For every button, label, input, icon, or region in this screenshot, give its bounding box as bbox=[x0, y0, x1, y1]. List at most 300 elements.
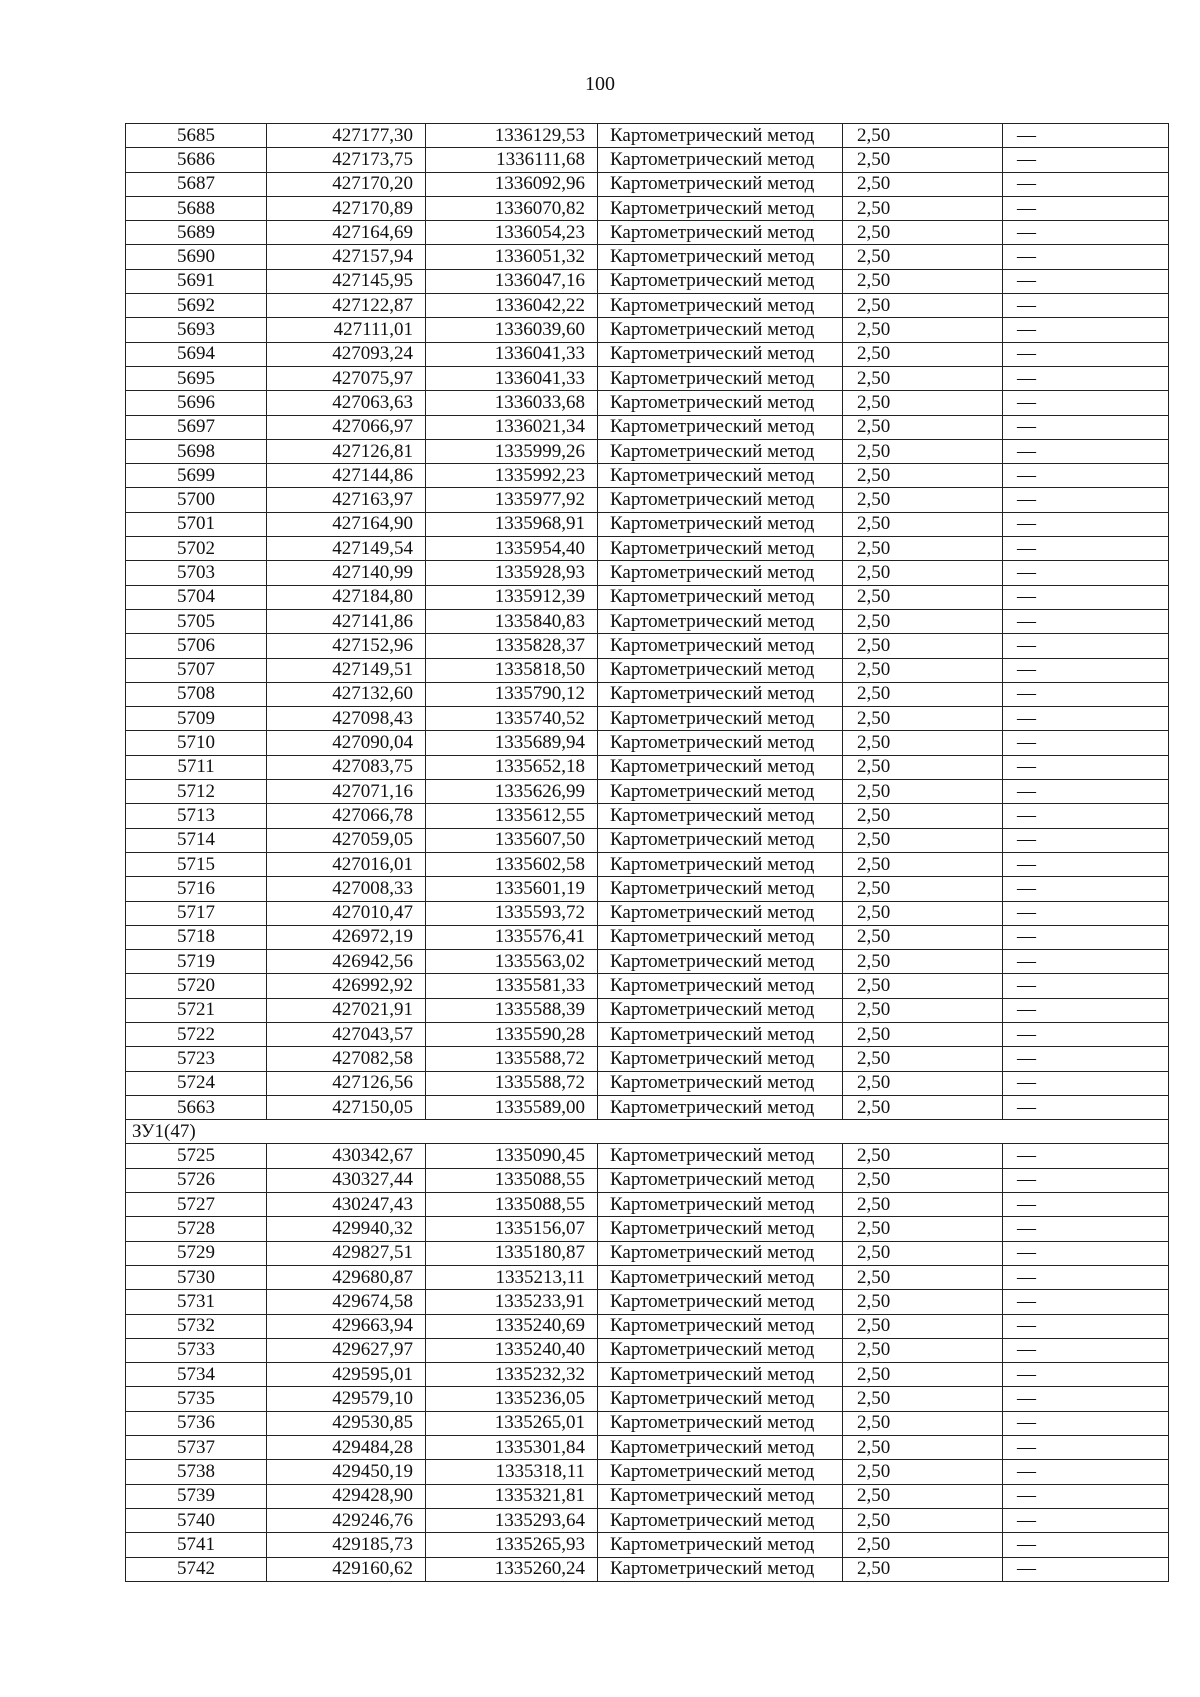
method-cell: Картометрический метод bbox=[598, 1338, 843, 1362]
note-cell: — bbox=[1003, 245, 1169, 269]
note-cell: — bbox=[1003, 1411, 1169, 1435]
x-coordinate-cell: 429674,58 bbox=[267, 1290, 426, 1314]
method-cell: Картометрический метод bbox=[598, 561, 843, 585]
x-coordinate-cell: 427063,63 bbox=[267, 391, 426, 415]
table-row bbox=[126, 294, 1169, 318]
y-coordinate-cell: 1336111,68 bbox=[426, 148, 598, 172]
x-coordinate-cell: 426972,19 bbox=[267, 925, 426, 949]
note-cell: — bbox=[1003, 780, 1169, 804]
table-row bbox=[126, 1095, 1169, 1119]
y-coordinate-cell: 1336041,33 bbox=[426, 366, 598, 390]
accuracy-cell: 2,50 bbox=[843, 512, 1003, 536]
note-cell: — bbox=[1003, 464, 1169, 488]
method-cell: Картометрический метод bbox=[598, 707, 843, 731]
y-coordinate-cell: 1336070,82 bbox=[426, 196, 598, 220]
x-coordinate-cell: 427170,20 bbox=[267, 172, 426, 196]
accuracy-cell: 2,50 bbox=[843, 439, 1003, 463]
y-coordinate-cell: 1335790,12 bbox=[426, 682, 598, 706]
note-cell: — bbox=[1003, 1314, 1169, 1338]
note-cell: — bbox=[1003, 294, 1169, 318]
method-cell: Картометрический метод bbox=[598, 828, 843, 852]
accuracy-cell: 2,50 bbox=[843, 1047, 1003, 1071]
x-coordinate-cell: 427126,81 bbox=[267, 439, 426, 463]
y-coordinate-cell: 1335588,72 bbox=[426, 1071, 598, 1095]
x-coordinate-cell: 429680,87 bbox=[267, 1265, 426, 1289]
y-coordinate-cell: 1335576,41 bbox=[426, 925, 598, 949]
y-coordinate-cell: 1335236,05 bbox=[426, 1387, 598, 1411]
table-row bbox=[126, 1314, 1169, 1338]
table-row bbox=[126, 1411, 1169, 1435]
accuracy-cell: 2,50 bbox=[843, 561, 1003, 585]
table-row bbox=[126, 755, 1169, 779]
method-cell: Картометрический метод bbox=[598, 1557, 843, 1581]
accuracy-cell: 2,50 bbox=[843, 1265, 1003, 1289]
point-number-cell: 5730 bbox=[126, 1265, 267, 1289]
y-coordinate-cell: 1335088,55 bbox=[426, 1193, 598, 1217]
method-cell: Картометрический метод bbox=[598, 245, 843, 269]
method-cell: Картометрический метод bbox=[598, 1022, 843, 1046]
x-coordinate-cell: 429827,51 bbox=[267, 1241, 426, 1265]
y-coordinate-cell: 1335818,50 bbox=[426, 658, 598, 682]
y-coordinate-cell: 1336054,23 bbox=[426, 221, 598, 245]
table-row bbox=[126, 1557, 1169, 1581]
method-cell: Картометрический метод bbox=[598, 172, 843, 196]
method-cell: Картометрический метод bbox=[598, 852, 843, 876]
note-cell: — bbox=[1003, 439, 1169, 463]
x-coordinate-cell: 427173,75 bbox=[267, 148, 426, 172]
point-number-cell: 5742 bbox=[126, 1557, 267, 1581]
y-coordinate-cell: 1336041,33 bbox=[426, 342, 598, 366]
accuracy-cell: 2,50 bbox=[843, 682, 1003, 706]
method-cell: Картометрический метод bbox=[598, 1241, 843, 1265]
point-number-cell: 5710 bbox=[126, 731, 267, 755]
table-row bbox=[126, 1241, 1169, 1265]
note-cell: — bbox=[1003, 1533, 1169, 1557]
accuracy-cell: 2,50 bbox=[843, 925, 1003, 949]
point-number-cell: 5696 bbox=[126, 391, 267, 415]
x-coordinate-cell: 426942,56 bbox=[267, 950, 426, 974]
table-row bbox=[126, 1460, 1169, 1484]
accuracy-cell: 2,50 bbox=[843, 1022, 1003, 1046]
x-coordinate-cell: 429246,76 bbox=[267, 1508, 426, 1532]
note-cell: — bbox=[1003, 1265, 1169, 1289]
table-row bbox=[126, 488, 1169, 512]
point-number-cell: 5688 bbox=[126, 196, 267, 220]
x-coordinate-cell: 427059,05 bbox=[267, 828, 426, 852]
note-cell: — bbox=[1003, 877, 1169, 901]
note-cell: — bbox=[1003, 1022, 1169, 1046]
point-number-cell: 5704 bbox=[126, 585, 267, 609]
accuracy-cell: 2,50 bbox=[843, 1314, 1003, 1338]
table-row bbox=[126, 1290, 1169, 1314]
accuracy-cell: 2,50 bbox=[843, 1533, 1003, 1557]
x-coordinate-cell: 427008,33 bbox=[267, 877, 426, 901]
point-number-cell: 5734 bbox=[126, 1363, 267, 1387]
note-cell: — bbox=[1003, 682, 1169, 706]
method-cell: Картометрический метод bbox=[598, 1265, 843, 1289]
y-coordinate-cell: 1335828,37 bbox=[426, 634, 598, 658]
point-number-cell: 5686 bbox=[126, 148, 267, 172]
accuracy-cell: 2,50 bbox=[843, 1508, 1003, 1532]
point-number-cell: 5721 bbox=[126, 998, 267, 1022]
y-coordinate-cell: 1336033,68 bbox=[426, 391, 598, 415]
point-number-cell: 5689 bbox=[126, 221, 267, 245]
table-row bbox=[126, 1144, 1169, 1168]
note-cell: — bbox=[1003, 731, 1169, 755]
table-row bbox=[126, 1193, 1169, 1217]
accuracy-cell: 2,50 bbox=[843, 828, 1003, 852]
x-coordinate-cell: 427093,24 bbox=[267, 342, 426, 366]
accuracy-cell: 2,50 bbox=[843, 634, 1003, 658]
method-cell: Картометрический метод bbox=[598, 1217, 843, 1241]
table-row bbox=[126, 1363, 1169, 1387]
point-number-cell: 5737 bbox=[126, 1436, 267, 1460]
table-row bbox=[126, 1265, 1169, 1289]
point-number-cell: 5685 bbox=[126, 124, 267, 148]
note-cell: — bbox=[1003, 804, 1169, 828]
accuracy-cell: 2,50 bbox=[843, 342, 1003, 366]
table-row bbox=[126, 245, 1169, 269]
point-number-cell: 5698 bbox=[126, 439, 267, 463]
table-row bbox=[126, 512, 1169, 536]
x-coordinate-cell: 427071,16 bbox=[267, 780, 426, 804]
note-cell: — bbox=[1003, 537, 1169, 561]
note-cell: — bbox=[1003, 391, 1169, 415]
method-cell: Картометрический метод bbox=[598, 342, 843, 366]
y-coordinate-cell: 1335652,18 bbox=[426, 755, 598, 779]
note-cell: — bbox=[1003, 828, 1169, 852]
note-cell: — bbox=[1003, 148, 1169, 172]
x-coordinate-cell: 429530,85 bbox=[267, 1411, 426, 1435]
accuracy-cell: 2,50 bbox=[843, 609, 1003, 633]
note-cell: — bbox=[1003, 1047, 1169, 1071]
table-row bbox=[126, 974, 1169, 998]
point-number-cell: 5701 bbox=[126, 512, 267, 536]
table-row bbox=[126, 1022, 1169, 1046]
y-coordinate-cell: 1335593,72 bbox=[426, 901, 598, 925]
point-number-cell: 5722 bbox=[126, 1022, 267, 1046]
method-cell: Картометрический метод bbox=[598, 634, 843, 658]
x-coordinate-cell: 430342,67 bbox=[267, 1144, 426, 1168]
accuracy-cell: 2,50 bbox=[843, 124, 1003, 148]
y-coordinate-cell: 1335213,11 bbox=[426, 1265, 598, 1289]
table-row bbox=[126, 658, 1169, 682]
accuracy-cell: 2,50 bbox=[843, 974, 1003, 998]
table-row bbox=[126, 1533, 1169, 1557]
note-cell: — bbox=[1003, 974, 1169, 998]
table-row bbox=[126, 172, 1169, 196]
x-coordinate-cell: 427152,96 bbox=[267, 634, 426, 658]
y-coordinate-cell: 1335232,32 bbox=[426, 1363, 598, 1387]
x-coordinate-cell: 427090,04 bbox=[267, 731, 426, 755]
note-cell: — bbox=[1003, 221, 1169, 245]
accuracy-cell: 2,50 bbox=[843, 731, 1003, 755]
method-cell: Картометрический метод bbox=[598, 1533, 843, 1557]
x-coordinate-cell: 429450,19 bbox=[267, 1460, 426, 1484]
table-row bbox=[126, 1484, 1169, 1508]
point-number-cell: 5736 bbox=[126, 1411, 267, 1435]
x-coordinate-cell: 430327,44 bbox=[267, 1168, 426, 1192]
x-coordinate-cell: 429428,90 bbox=[267, 1484, 426, 1508]
y-coordinate-cell: 1335602,58 bbox=[426, 852, 598, 876]
table-row bbox=[126, 221, 1169, 245]
point-number-cell: 5726 bbox=[126, 1168, 267, 1192]
method-cell: Картометрический метод bbox=[598, 269, 843, 293]
note-cell: — bbox=[1003, 512, 1169, 536]
method-cell: Картометрический метод bbox=[598, 537, 843, 561]
table-row bbox=[126, 269, 1169, 293]
point-number-cell: 5728 bbox=[126, 1217, 267, 1241]
section-header-row bbox=[126, 1120, 1169, 1144]
x-coordinate-cell: 429484,28 bbox=[267, 1436, 426, 1460]
point-number-cell: 5739 bbox=[126, 1484, 267, 1508]
accuracy-cell: 2,50 bbox=[843, 415, 1003, 439]
point-number-cell: 5690 bbox=[126, 245, 267, 269]
note-cell: — bbox=[1003, 852, 1169, 876]
method-cell: Картометрический метод bbox=[598, 1508, 843, 1532]
table-row bbox=[126, 585, 1169, 609]
point-number-cell: 5663 bbox=[126, 1095, 267, 1119]
y-coordinate-cell: 1335088,55 bbox=[426, 1168, 598, 1192]
method-cell: Картометрический метод bbox=[598, 1436, 843, 1460]
y-coordinate-cell: 1335612,55 bbox=[426, 804, 598, 828]
y-coordinate-cell: 1336129,53 bbox=[426, 124, 598, 148]
table-row bbox=[126, 804, 1169, 828]
y-coordinate-cell: 1335588,72 bbox=[426, 1047, 598, 1071]
x-coordinate-cell: 429579,10 bbox=[267, 1387, 426, 1411]
note-cell: — bbox=[1003, 318, 1169, 342]
y-coordinate-cell: 1335589,00 bbox=[426, 1095, 598, 1119]
y-coordinate-cell: 1336039,60 bbox=[426, 318, 598, 342]
note-cell: — bbox=[1003, 415, 1169, 439]
x-coordinate-cell: 426992,92 bbox=[267, 974, 426, 998]
method-cell: Картометрический метод bbox=[598, 1290, 843, 1314]
accuracy-cell: 2,50 bbox=[843, 391, 1003, 415]
point-number-cell: 5718 bbox=[126, 925, 267, 949]
note-cell: — bbox=[1003, 755, 1169, 779]
note-cell: — bbox=[1003, 1217, 1169, 1241]
x-coordinate-cell: 427145,95 bbox=[267, 269, 426, 293]
table-row bbox=[126, 731, 1169, 755]
table-row bbox=[126, 1168, 1169, 1192]
accuracy-cell: 2,50 bbox=[843, 172, 1003, 196]
point-number-cell: 5706 bbox=[126, 634, 267, 658]
y-coordinate-cell: 1335090,45 bbox=[426, 1144, 598, 1168]
point-number-cell: 5691 bbox=[126, 269, 267, 293]
method-cell: Картометрический метод bbox=[598, 512, 843, 536]
method-cell: Картометрический метод bbox=[598, 488, 843, 512]
point-number-cell: 5694 bbox=[126, 342, 267, 366]
accuracy-cell: 2,50 bbox=[843, 950, 1003, 974]
y-coordinate-cell: 1335233,91 bbox=[426, 1290, 598, 1314]
x-coordinate-cell: 429160,62 bbox=[267, 1557, 426, 1581]
x-coordinate-cell: 427126,56 bbox=[267, 1071, 426, 1095]
method-cell: Картометрический метод bbox=[598, 1314, 843, 1338]
y-coordinate-cell: 1336021,34 bbox=[426, 415, 598, 439]
note-cell: — bbox=[1003, 1168, 1169, 1192]
method-cell: Картометрический метод bbox=[598, 294, 843, 318]
method-cell: Картометрический метод bbox=[598, 196, 843, 220]
accuracy-cell: 2,50 bbox=[843, 707, 1003, 731]
accuracy-cell: 2,50 bbox=[843, 318, 1003, 342]
note-cell: — bbox=[1003, 1095, 1169, 1119]
method-cell: Картометрический метод bbox=[598, 439, 843, 463]
x-coordinate-cell: 429663,94 bbox=[267, 1314, 426, 1338]
note-cell: — bbox=[1003, 1387, 1169, 1411]
table-row bbox=[126, 196, 1169, 220]
section-label: ЗУ1(47) bbox=[126, 1120, 1169, 1144]
note-cell: — bbox=[1003, 925, 1169, 949]
table-row bbox=[126, 998, 1169, 1022]
note-cell: — bbox=[1003, 1241, 1169, 1265]
y-coordinate-cell: 1335265,01 bbox=[426, 1411, 598, 1435]
method-cell: Картометрический метод bbox=[598, 148, 843, 172]
y-coordinate-cell: 1335156,07 bbox=[426, 1217, 598, 1241]
x-coordinate-cell: 429595,01 bbox=[267, 1363, 426, 1387]
method-cell: Картометрический метод bbox=[598, 1363, 843, 1387]
y-coordinate-cell: 1335293,64 bbox=[426, 1508, 598, 1532]
accuracy-cell: 2,50 bbox=[843, 488, 1003, 512]
x-coordinate-cell: 427140,99 bbox=[267, 561, 426, 585]
table-row bbox=[126, 148, 1169, 172]
y-coordinate-cell: 1335240,69 bbox=[426, 1314, 598, 1338]
accuracy-cell: 2,50 bbox=[843, 366, 1003, 390]
x-coordinate-cell: 427010,47 bbox=[267, 901, 426, 925]
accuracy-cell: 2,50 bbox=[843, 1290, 1003, 1314]
y-coordinate-cell: 1335977,92 bbox=[426, 488, 598, 512]
table-row bbox=[126, 780, 1169, 804]
y-coordinate-cell: 1335301,84 bbox=[426, 1436, 598, 1460]
y-coordinate-cell: 1335563,02 bbox=[426, 950, 598, 974]
table-row bbox=[126, 925, 1169, 949]
table-row bbox=[126, 609, 1169, 633]
method-cell: Картометрический метод bbox=[598, 1071, 843, 1095]
note-cell: — bbox=[1003, 609, 1169, 633]
point-number-cell: 5687 bbox=[126, 172, 267, 196]
note-cell: — bbox=[1003, 950, 1169, 974]
accuracy-cell: 2,50 bbox=[843, 1071, 1003, 1095]
table-row bbox=[126, 707, 1169, 731]
x-coordinate-cell: 427075,97 bbox=[267, 366, 426, 390]
x-coordinate-cell: 427164,90 bbox=[267, 512, 426, 536]
y-coordinate-cell: 1335607,50 bbox=[426, 828, 598, 852]
y-coordinate-cell: 1335740,52 bbox=[426, 707, 598, 731]
accuracy-cell: 2,50 bbox=[843, 804, 1003, 828]
y-coordinate-cell: 1335601,19 bbox=[426, 877, 598, 901]
method-cell: Картометрический метод bbox=[598, 1095, 843, 1119]
table-row bbox=[126, 342, 1169, 366]
x-coordinate-cell: 427111,01 bbox=[267, 318, 426, 342]
x-coordinate-cell: 427177,30 bbox=[267, 124, 426, 148]
method-cell: Картометрический метод bbox=[598, 366, 843, 390]
table-row bbox=[126, 901, 1169, 925]
y-coordinate-cell: 1335180,87 bbox=[426, 1241, 598, 1265]
table-row bbox=[126, 1387, 1169, 1411]
accuracy-cell: 2,50 bbox=[843, 1460, 1003, 1484]
x-coordinate-cell: 427082,58 bbox=[267, 1047, 426, 1071]
point-number-cell: 5723 bbox=[126, 1047, 267, 1071]
note-cell: — bbox=[1003, 172, 1169, 196]
x-coordinate-cell: 427149,51 bbox=[267, 658, 426, 682]
accuracy-cell: 2,50 bbox=[843, 585, 1003, 609]
method-cell: Картометрический метод bbox=[598, 950, 843, 974]
note-cell: — bbox=[1003, 1290, 1169, 1314]
point-number-cell: 5732 bbox=[126, 1314, 267, 1338]
table-row bbox=[126, 1217, 1169, 1241]
table-row bbox=[126, 1508, 1169, 1532]
accuracy-cell: 2,50 bbox=[843, 658, 1003, 682]
y-coordinate-cell: 1335590,28 bbox=[426, 1022, 598, 1046]
method-cell: Картометрический метод bbox=[598, 925, 843, 949]
x-coordinate-cell: 427098,43 bbox=[267, 707, 426, 731]
accuracy-cell: 2,50 bbox=[843, 1095, 1003, 1119]
point-number-cell: 5731 bbox=[126, 1290, 267, 1314]
point-number-cell: 5700 bbox=[126, 488, 267, 512]
x-coordinate-cell: 427184,80 bbox=[267, 585, 426, 609]
table-row bbox=[126, 1071, 1169, 1095]
y-coordinate-cell: 1336042,22 bbox=[426, 294, 598, 318]
point-number-cell: 5729 bbox=[126, 1241, 267, 1265]
table-row bbox=[126, 537, 1169, 561]
note-cell: — bbox=[1003, 488, 1169, 512]
y-coordinate-cell: 1335318,11 bbox=[426, 1460, 598, 1484]
method-cell: Картометрический метод bbox=[598, 1193, 843, 1217]
point-number-cell: 5738 bbox=[126, 1460, 267, 1484]
note-cell: — bbox=[1003, 561, 1169, 585]
note-cell: — bbox=[1003, 1144, 1169, 1168]
note-cell: — bbox=[1003, 342, 1169, 366]
accuracy-cell: 2,50 bbox=[843, 1484, 1003, 1508]
x-coordinate-cell: 427043,57 bbox=[267, 1022, 426, 1046]
point-number-cell: 5727 bbox=[126, 1193, 267, 1217]
point-number-cell: 5707 bbox=[126, 658, 267, 682]
note-cell: — bbox=[1003, 1484, 1169, 1508]
page-number: 100 bbox=[585, 73, 615, 95]
table-row bbox=[126, 950, 1169, 974]
table-row bbox=[126, 439, 1169, 463]
method-cell: Картометрический метод bbox=[598, 1387, 843, 1411]
note-cell: — bbox=[1003, 998, 1169, 1022]
note-cell: — bbox=[1003, 1436, 1169, 1460]
y-coordinate-cell: 1336051,32 bbox=[426, 245, 598, 269]
point-number-cell: 5720 bbox=[126, 974, 267, 998]
method-cell: Картометрический метод bbox=[598, 609, 843, 633]
point-number-cell: 5724 bbox=[126, 1071, 267, 1095]
y-coordinate-cell: 1335260,24 bbox=[426, 1557, 598, 1581]
accuracy-cell: 2,50 bbox=[843, 1387, 1003, 1411]
point-number-cell: 5713 bbox=[126, 804, 267, 828]
method-cell: Картометрический метод bbox=[598, 658, 843, 682]
accuracy-cell: 2,50 bbox=[843, 780, 1003, 804]
point-number-cell: 5712 bbox=[126, 780, 267, 804]
y-coordinate-cell: 1335626,99 bbox=[426, 780, 598, 804]
method-cell: Картометрический метод bbox=[598, 877, 843, 901]
table-row bbox=[126, 877, 1169, 901]
table-row bbox=[126, 634, 1169, 658]
y-coordinate-cell: 1335689,94 bbox=[426, 731, 598, 755]
y-coordinate-cell: 1335265,93 bbox=[426, 1533, 598, 1557]
note-cell: — bbox=[1003, 1557, 1169, 1581]
method-cell: Картометрический метод bbox=[598, 804, 843, 828]
point-number-cell: 5714 bbox=[126, 828, 267, 852]
y-coordinate-cell: 1335840,83 bbox=[426, 609, 598, 633]
point-number-cell: 5697 bbox=[126, 415, 267, 439]
note-cell: — bbox=[1003, 196, 1169, 220]
point-number-cell: 5703 bbox=[126, 561, 267, 585]
x-coordinate-cell: 429940,32 bbox=[267, 1217, 426, 1241]
x-coordinate-cell: 427144,86 bbox=[267, 464, 426, 488]
coordinates-table bbox=[125, 123, 1169, 1582]
